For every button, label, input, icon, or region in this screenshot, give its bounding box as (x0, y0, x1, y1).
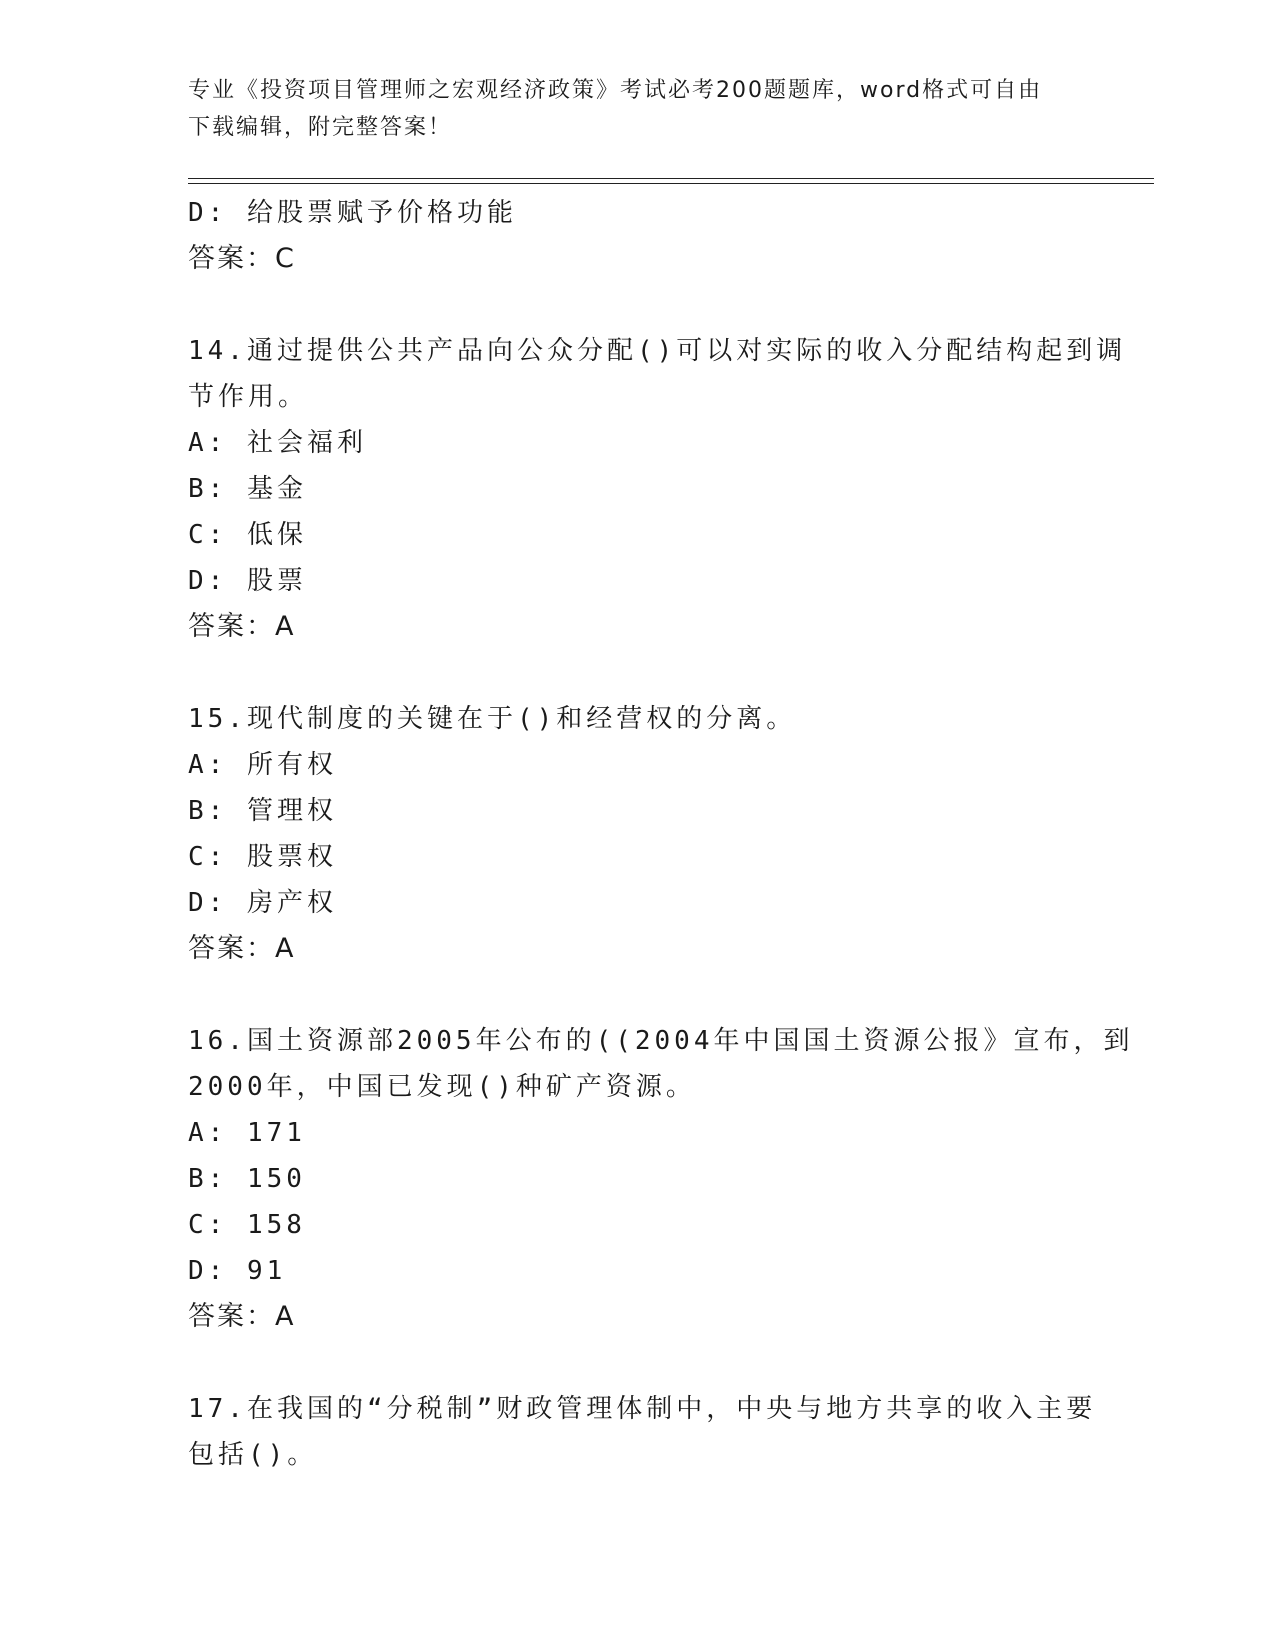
option-d: D: 房产权 (188, 888, 337, 918)
spacer (188, 282, 1088, 328)
option-c: C: 股票权 (188, 842, 337, 872)
option-b: B: 管理权 (188, 796, 337, 826)
answer-label: 答案：A (188, 611, 296, 642)
question-content (188, 190, 1134, 1478)
question-text: 包括()。 (188, 1440, 318, 1470)
question-text: 节作用。 (188, 382, 309, 412)
spacer (188, 1340, 1088, 1386)
question-text: 16.国土资源部2005年公布的((2004年中国国土资源公报》宣布，到 (188, 1026, 1134, 1056)
header-divider-top (188, 178, 1154, 179)
question-text: 14.通过提供公共产品向公众分配()可以对实际的收入分配结构起到调 (188, 336, 1127, 366)
question-text: 17.在我国的“分税制”财政管理体制中，中央与地方共享的收入主要 (188, 1394, 1097, 1424)
question-17 (188, 1386, 1097, 1478)
document-header (188, 72, 1088, 146)
option-d: D: 股票 (188, 566, 307, 596)
answer-label: 答案：C (188, 243, 296, 274)
spacer (188, 972, 1088, 1018)
header-line-2: 下载编辑，附完整答案！ (188, 115, 453, 140)
option-a: A: 所有权 (188, 750, 337, 780)
question-text: 15.现代制度的关键在于()和经营权的分离。 (188, 704, 797, 734)
answer-label: 答案：A (188, 933, 296, 964)
answer-label: 答案：A (188, 1301, 296, 1332)
question-text: 2000年，中国已发现()种矿产资源。 (188, 1072, 696, 1102)
option-c: C: 158 (188, 1210, 306, 1240)
option-a: A: 171 (188, 1118, 306, 1148)
spacer (188, 650, 1088, 696)
option-d: D: 给股票赋予价格功能 (188, 198, 517, 228)
question-16 (188, 1018, 1134, 1340)
option-a: A: 社会福利 (188, 428, 367, 458)
option-d: D: 91 (188, 1256, 287, 1286)
option-b: B: 150 (188, 1164, 306, 1194)
question-14 (188, 328, 1127, 650)
option-c: C: 低保 (188, 520, 307, 550)
header-divider-bottom (188, 183, 1154, 184)
question-15 (188, 696, 1088, 972)
option-b: B: 基金 (188, 474, 307, 504)
header-line-1: 专业《投资项目管理师之宏观经济政策》考试必考200题题库，word格式可自由 (188, 78, 1043, 103)
